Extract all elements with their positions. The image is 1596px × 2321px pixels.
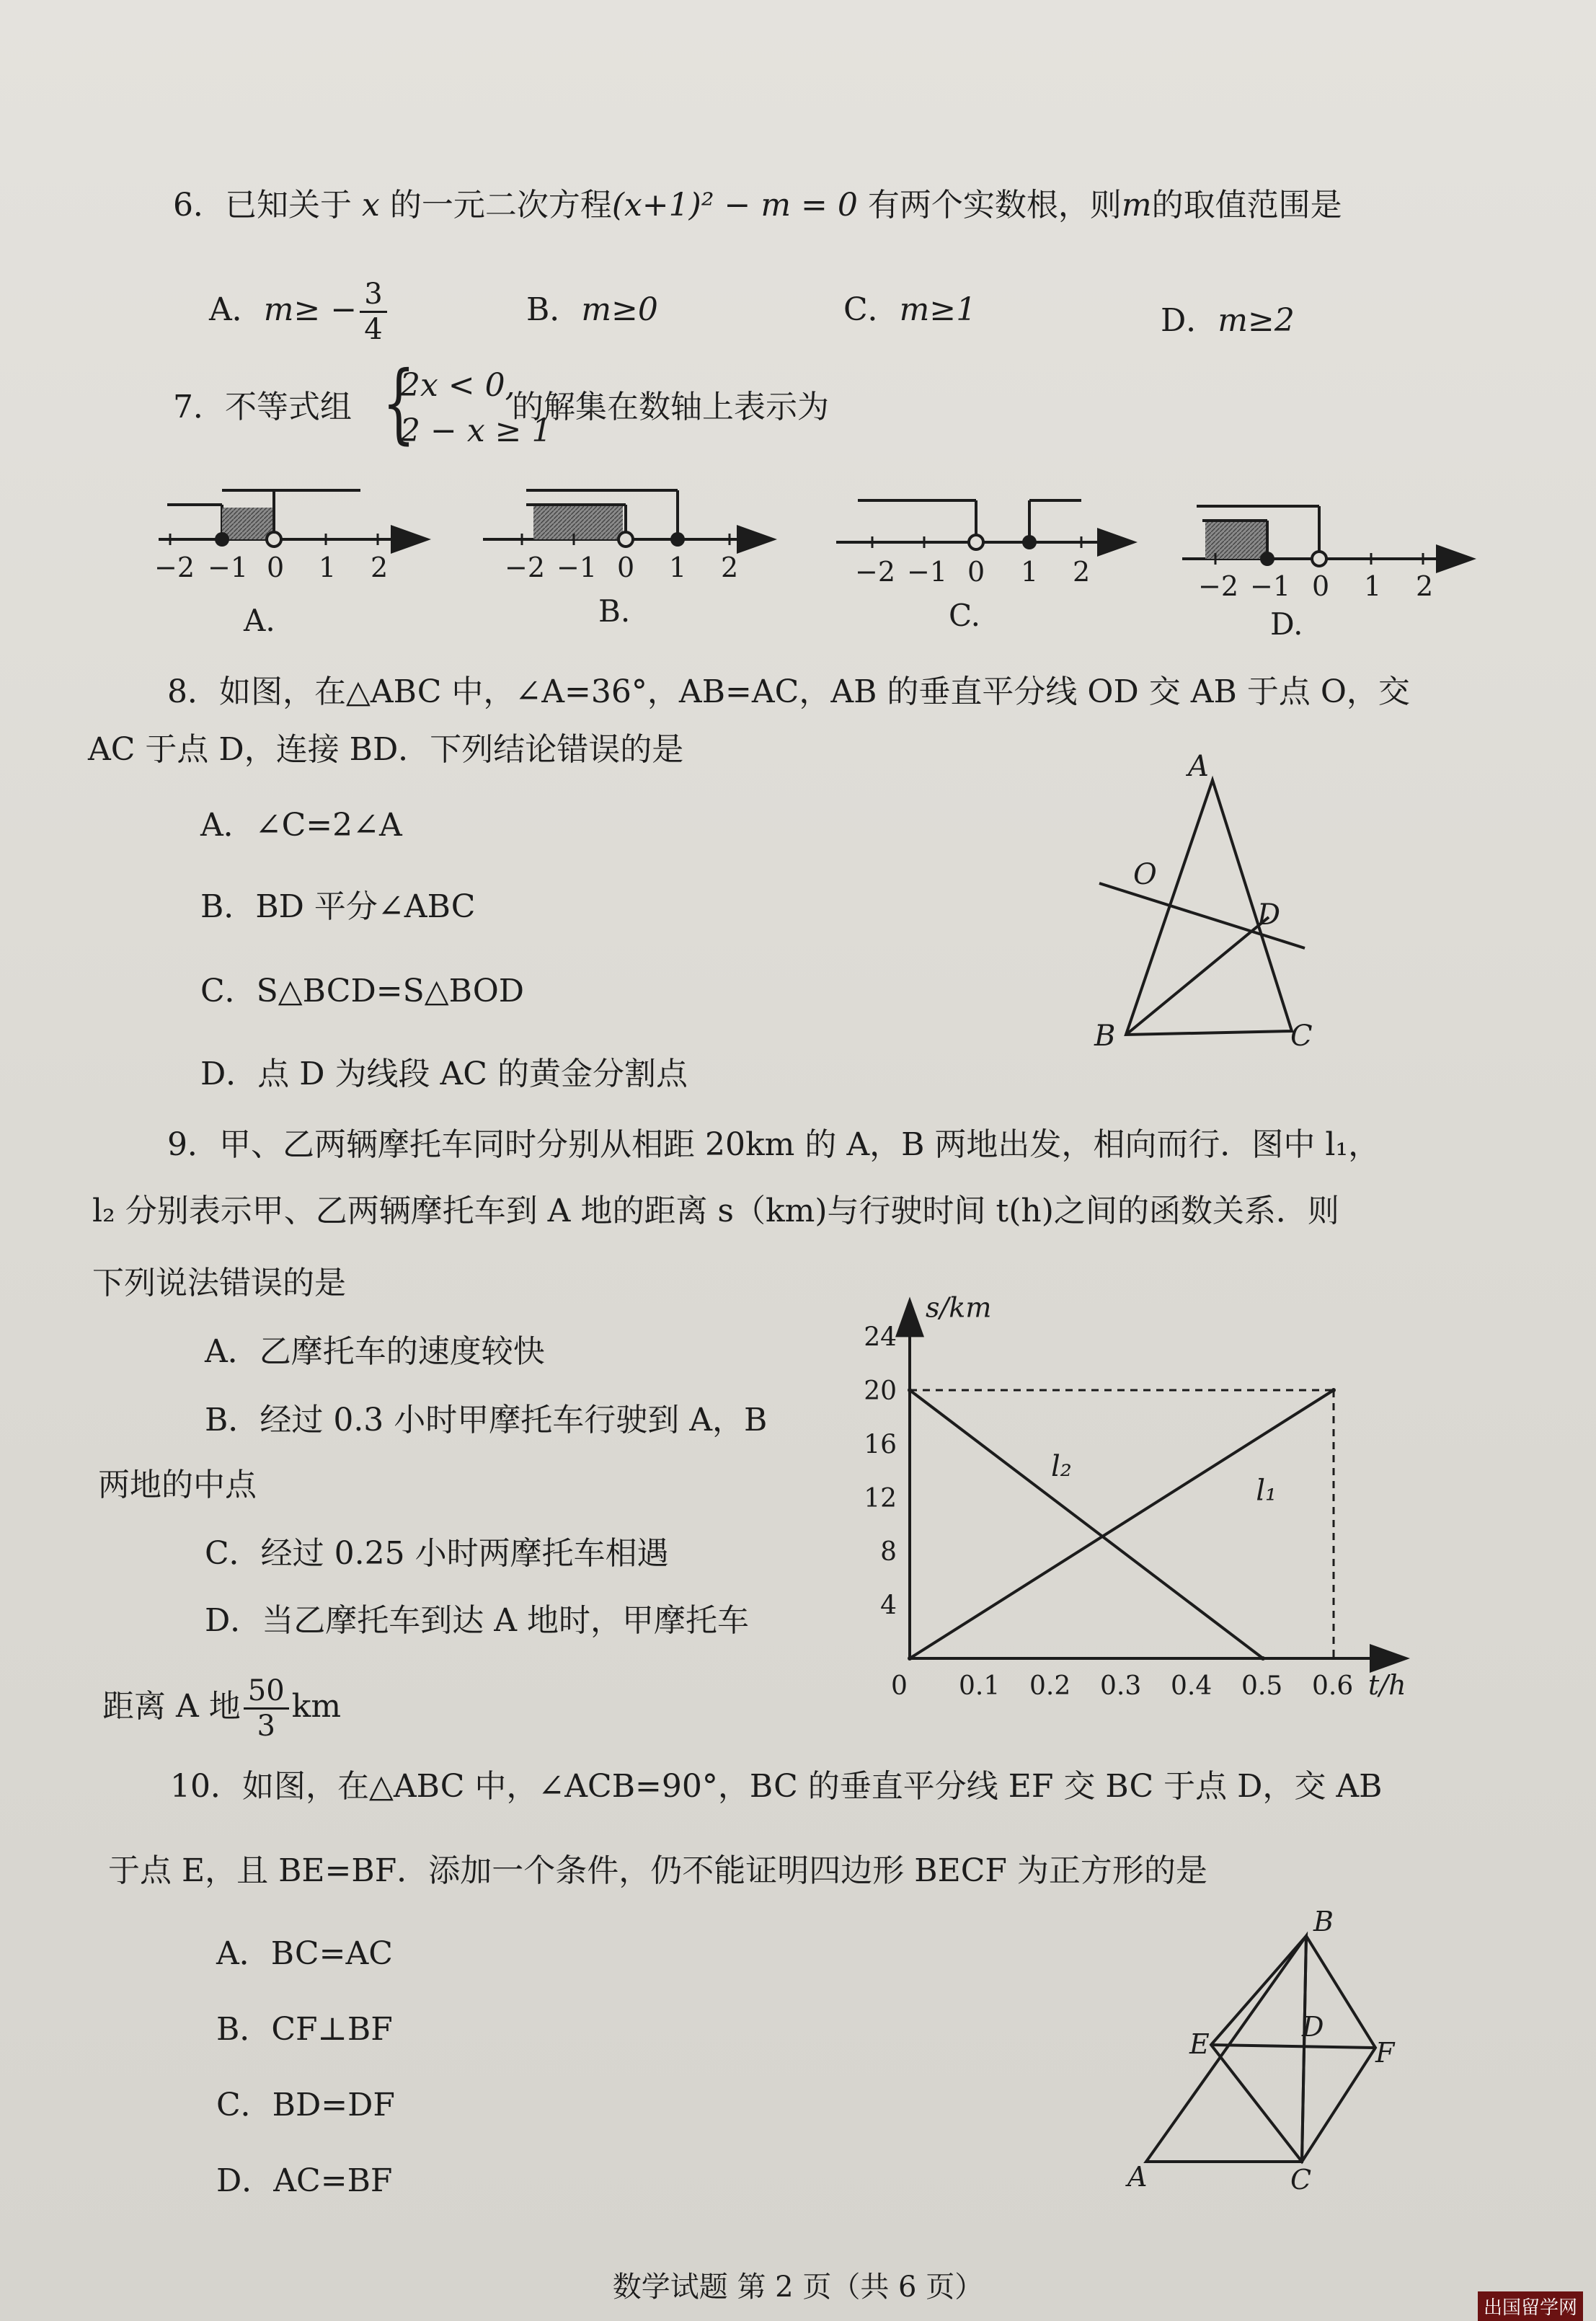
- q8-triangle-abc: [1126, 780, 1292, 1035]
- q8-label-a: A: [1188, 750, 1209, 783]
- q6-var-x: x: [362, 187, 380, 224]
- q9-option-d-fraction: [244, 1674, 289, 1743]
- q8-line-od: [1099, 883, 1305, 948]
- q7b-tick-m2: −2: [505, 552, 546, 583]
- q9-stem-line2: l₂ 分别表示甲、乙两辆摩托车到 A 地的距离 s（km)与行驶时间 t(h)之间的函数关系．则: [92, 1193, 1339, 1229]
- chart-y-tick-label: 24: [864, 1322, 897, 1353]
- q6-option-a-fraction: [360, 278, 386, 346]
- q7-number-line-b: [483, 490, 771, 629]
- chart-series-point-2: [908, 1388, 912, 1392]
- q8-option-b: B．BD 平分∠ABC: [200, 888, 476, 925]
- q10-line1: 如图，在△ABC 中，∠ACB=90°，BC 的垂直平分线 EF 交 BC 于点 D，交 AB: [242, 1768, 1383, 1805]
- q9-number: 9．: [167, 1126, 219, 1163]
- q10-stem-line2: 于点 E，且 BE=BF．添加一个条件，仍不能证明四边形 BECF 为正方形的是: [108, 1852, 1207, 1889]
- chart-series-line-2: [910, 1390, 1263, 1658]
- q10-option-b: B．CF⊥BF: [216, 2011, 393, 2048]
- q10-figure-labels: [1125, 1906, 1396, 2196]
- q7-number: 7．: [173, 389, 225, 425]
- q6-text-c: 有两个实数根，则: [867, 187, 1122, 224]
- q7c-tick-1: 1: [1021, 556, 1039, 588]
- q8-line1: 如图，在△ABC 中，∠A=36°，AB=AC，AB 的垂直平分线 OD 交 AB 于点 O，交: [219, 673, 1410, 710]
- q9-option-d1: D．当乙摩托车到达 A 地时，甲摩托车: [205, 1602, 750, 1639]
- chart-x-tick-label: 0.5: [1241, 1671, 1283, 1701]
- q6-option-d-label: D．: [1161, 302, 1218, 339]
- chart-y-tick-label: 12: [864, 1483, 897, 1513]
- q7a-solid-dot: [215, 532, 229, 547]
- q7b-label: B.: [598, 593, 631, 629]
- q9-chart: [864, 1291, 1406, 1701]
- q8-number: 8．: [167, 673, 219, 710]
- q7d-label: D.: [1270, 606, 1303, 642]
- q6-option-a-num: 3: [360, 278, 386, 313]
- q7-brace: {: [382, 353, 416, 454]
- q9-option-d2-unit: km: [291, 1688, 342, 1725]
- q7-ineq1: 2x < 0,: [400, 367, 515, 404]
- q6-option-b-text: m≥0: [581, 291, 658, 328]
- q7a-tick-m1: −1: [208, 552, 249, 583]
- q7-number-line-a: [154, 490, 425, 638]
- q6-text-a: 已知关于: [225, 187, 352, 224]
- q7a-label: A.: [244, 603, 275, 638]
- q6-option-a-den: 4: [364, 313, 383, 346]
- q8-label-c: C: [1290, 1020, 1313, 1053]
- q7c-tick-m2: −2: [855, 556, 896, 588]
- q8-stem-line2: AC 于点 D，连接 BD．下列结论错误的是: [88, 731, 684, 768]
- q10-label-a: A: [1127, 2161, 1148, 2193]
- q6-option-c: [843, 288, 976, 332]
- chart-series-label-l2: l₂: [1051, 1450, 1072, 1484]
- q9-option-d-den: 3: [257, 1710, 275, 1743]
- q10-option-a: A．BC=AC: [216, 1935, 393, 1972]
- q10-option-c: C．BD=DF: [216, 2087, 395, 2123]
- chart-x-tick-label: 0.6: [1312, 1671, 1354, 1701]
- q10-figure: [1146, 1936, 1375, 2162]
- q9-line1: 甲、乙两辆摩托车同时分别从相距 20km 的 A，B 两地出发，相向而行．图中 l₁，: [219, 1126, 1380, 1163]
- q6-option-c-text: m≥1: [899, 291, 977, 328]
- q9-option-b2: 两地的中点: [98, 1467, 257, 1503]
- q7-text-a: 不等式组: [225, 389, 352, 425]
- q7a-tick-2: 2: [371, 552, 389, 583]
- chart-x-tick-label: 0: [891, 1671, 908, 1701]
- q7b-tick-0: 0: [617, 552, 635, 583]
- q9-option-a: A．乙摩托车的速度较快: [205, 1333, 545, 1370]
- chart-y-label: s/km: [926, 1291, 992, 1324]
- q8-option-c: C．S△BCD=S△BOD: [200, 973, 525, 1009]
- q7c-tick-m1: −1: [907, 556, 948, 588]
- q10-stem-line1: [170, 1765, 1383, 1808]
- q7c-label: C.: [949, 598, 980, 633]
- q8-label-b: B: [1094, 1020, 1116, 1053]
- q6-option-d: [1161, 299, 1295, 342]
- q9-stem-line1: [167, 1123, 1380, 1167]
- q6-number: 6．: [173, 187, 225, 224]
- q8-figure: [1099, 780, 1305, 1035]
- q7b-tick-2: 2: [721, 552, 739, 583]
- q8-option-d: D．点 D 为线段 AC 的黄金分割点: [200, 1056, 688, 1092]
- q8-stem-line1: [167, 671, 1410, 714]
- q8-label-o: O: [1133, 858, 1157, 891]
- q6-option-b-label: B．: [526, 291, 582, 328]
- chart-x-label: t/h: [1368, 1669, 1406, 1701]
- q7a-hollow-dot: [267, 532, 281, 547]
- chart-series-line-1: [910, 1390, 1334, 1658]
- q10-label-d: D: [1302, 2011, 1324, 2043]
- q10-triangle-abc: [1146, 1936, 1306, 2162]
- page-footer: 数学试题 第 2 页（共 6 页）: [612, 2271, 984, 2304]
- chart-y-tick-label: 8: [880, 1537, 897, 1568]
- q6-text-b: 的一元二次方程: [389, 187, 612, 224]
- q9-stem-line3: 下列说法错误的是: [92, 1265, 346, 1301]
- chart-x-tick-label: 0.4: [1171, 1671, 1212, 1701]
- q7a-tick-m2: −2: [154, 552, 195, 583]
- q10-quad-becf: [1211, 1936, 1375, 2162]
- q9-option-b1: B．经过 0.3 小时甲摩托车行驶到 A，B: [205, 1402, 768, 1438]
- q10-number: 10．: [170, 1768, 242, 1805]
- q10-label-c: C: [1290, 2164, 1312, 2196]
- q9-option-d2-text: 距离 A 地: [102, 1688, 241, 1725]
- q9-option-d-num: 50: [244, 1674, 289, 1710]
- q7-number-line-c: [836, 500, 1132, 633]
- q7d-tick-m1: −1: [1250, 570, 1291, 602]
- q6-option-a-pre: m≥ −: [263, 291, 358, 328]
- q7a-tick-0: 0: [267, 552, 285, 583]
- chart-x-tick-label: 0.2: [1029, 1671, 1071, 1701]
- q7b-tick-m1: −1: [557, 552, 598, 583]
- q6-option-d-text: m≥2: [1218, 302, 1295, 339]
- q8-label-d: D: [1257, 898, 1281, 932]
- chart-series-point-1: [1331, 1388, 1336, 1392]
- q6-option-b: [526, 288, 658, 332]
- q10-line-bc: [1302, 1936, 1306, 2162]
- q6-stem: [173, 184, 1342, 227]
- q6-option-c-label: C．: [843, 291, 900, 328]
- q7-stem-a: [173, 386, 352, 429]
- chart-y-tick-label: 20: [864, 1376, 897, 1406]
- q7d-tick-m2: −2: [1198, 570, 1239, 602]
- q10-option-d: D．AC=BF: [216, 2162, 393, 2199]
- q7d-tick-2: 2: [1416, 570, 1434, 602]
- chart-series-point-2: [1261, 1656, 1265, 1661]
- chart-y-tick-label: 16: [864, 1430, 897, 1460]
- q9-option-d2: [102, 1667, 341, 1746]
- q6-equation: (x+1)² − m = 0: [611, 187, 858, 224]
- q7b-tick-1: 1: [669, 552, 687, 583]
- q7d-tick-0: 0: [1312, 570, 1330, 602]
- q8-line-bd: [1126, 917, 1269, 1035]
- q10-label-b: B: [1313, 1906, 1334, 1937]
- q10-line-ef: [1211, 2045, 1375, 2048]
- site-watermark: 出国留学网: [1478, 2291, 1583, 2321]
- q7a-tick-1: 1: [319, 552, 337, 583]
- q7-stem-b: 的解集在数轴上表示为: [512, 389, 829, 425]
- q6-option-a: [209, 278, 390, 346]
- chart-y-tick-label: 4: [880, 1591, 897, 1621]
- q6-option-a-label: A．: [209, 291, 264, 328]
- q6-text-d: 的取值范围是: [1151, 187, 1342, 224]
- chart-x-tick-label: 0.3: [1100, 1671, 1142, 1701]
- q8-figure-labels: [1094, 750, 1313, 1053]
- q6-var-m: m: [1121, 187, 1152, 224]
- q7c-tick-0: 0: [967, 556, 985, 588]
- q7d-tick-1: 1: [1364, 570, 1382, 602]
- chart-x-tick-label: 0.1: [959, 1671, 1001, 1701]
- q9-option-c: C．经过 0.25 小时两摩托车相遇: [205, 1535, 669, 1572]
- q8-option-a: A．∠C=2∠A: [200, 807, 402, 844]
- chart-series-point-1: [908, 1656, 912, 1661]
- q7-ineq2: 2 − x ≥ 1: [400, 412, 552, 449]
- q7-number-line-d: [1182, 506, 1471, 642]
- q7c-tick-2: 2: [1073, 556, 1091, 588]
- chart-series-label-l1: l₁: [1256, 1474, 1277, 1508]
- q10-label-e: E: [1189, 2028, 1210, 2060]
- q10-label-f: F: [1375, 2037, 1395, 2069]
